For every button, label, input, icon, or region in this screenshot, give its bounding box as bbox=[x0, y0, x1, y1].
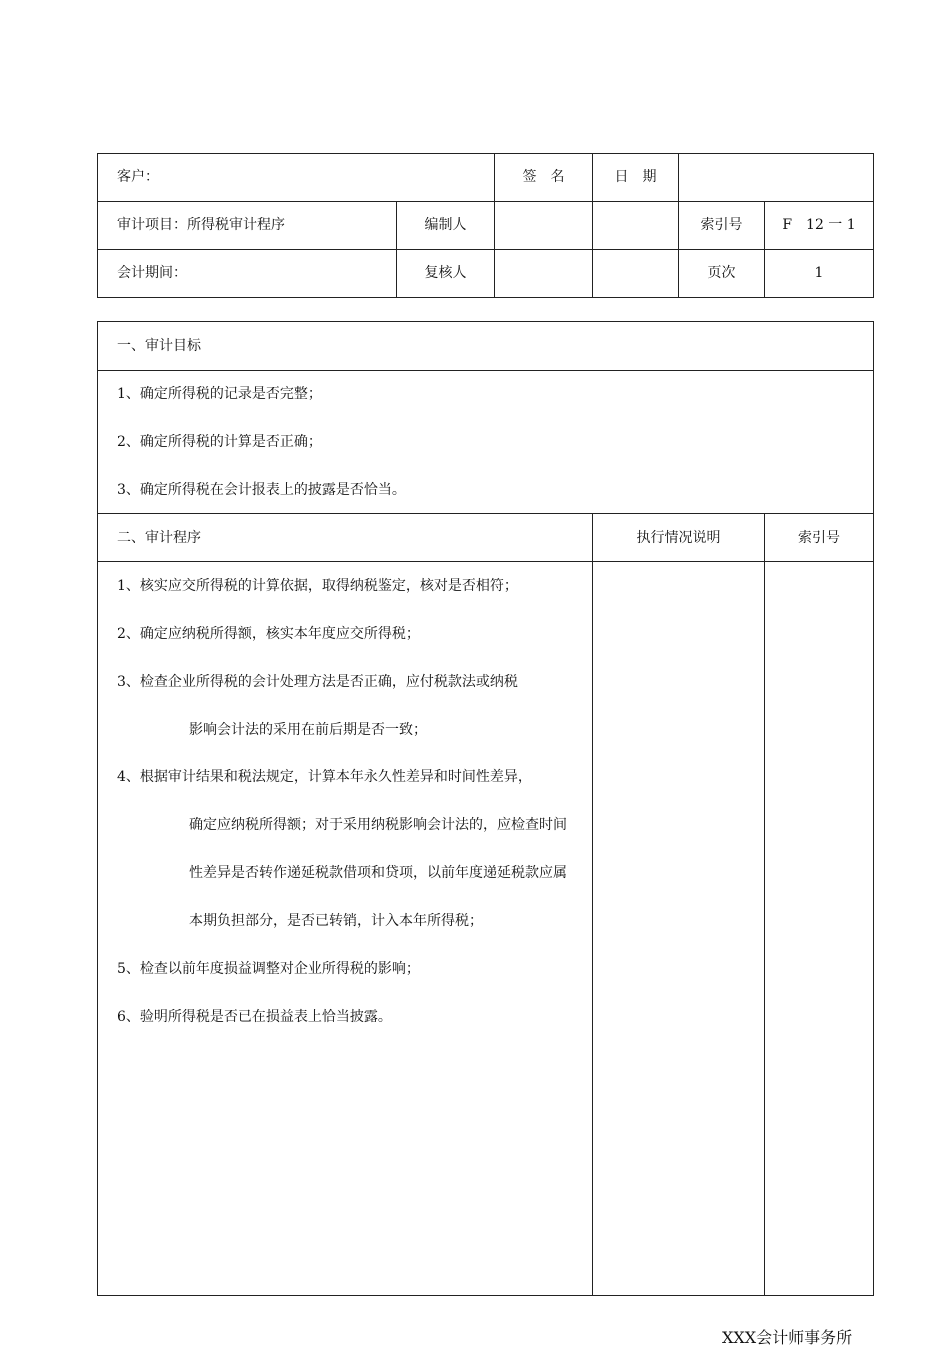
procedure-line: 2、确定应纳税所得额，核实本年度应交所得税； bbox=[117, 626, 420, 642]
procedure-line: 5、检查以前年度损益调整对企业所得税的影响； bbox=[117, 961, 420, 977]
firm-name-footer: XXX会计师事务所 bbox=[722, 1328, 853, 1347]
reviewer-label: 复核人 bbox=[424, 265, 467, 281]
audit-project-label: 审计项目：所得税审计程序 bbox=[117, 217, 285, 233]
procedure-line: 性差异是否转作递延税款借项和贷项，以前年度递延税款应属 bbox=[189, 865, 567, 881]
objectives-title: 一、审计目标 bbox=[117, 338, 201, 354]
objectives-title-divider bbox=[97, 370, 874, 371]
procedure-line: 影响会计法的采用在前后期是否一致； bbox=[189, 722, 427, 738]
preparer-label: 编制人 bbox=[424, 217, 467, 233]
procedure-line: 本期负担部分，是否已转销，计入本年所得税； bbox=[189, 913, 483, 929]
execution-notes-header: 执行情况说明 bbox=[636, 530, 721, 546]
execution-column-divider bbox=[592, 513, 593, 1296]
procedure-line: 确定应纳税所得额；对于采用纳税影响会计法的，应检查时间 bbox=[189, 817, 567, 833]
accounting-period-label: 会计期间： bbox=[117, 265, 187, 281]
index-number-label: 索引号 bbox=[700, 217, 743, 233]
audit-table bbox=[97, 321, 874, 1296]
procedure-line: 4、根据审计结果和税法规定，计算本年永久性差异和时间性差异， bbox=[117, 769, 532, 785]
sign-label: 签 名 bbox=[522, 169, 565, 185]
procedures-header-top bbox=[97, 513, 874, 514]
index-column-divider bbox=[764, 513, 765, 1296]
procedures-header-bottom bbox=[97, 561, 874, 562]
objective-item: 1、确定所得税的记录是否完整； bbox=[117, 386, 322, 402]
procedure-line: 6、验明所得税是否已在损益表上恰当披露。 bbox=[117, 1009, 392, 1025]
header-row-divider-2 bbox=[97, 249, 874, 250]
header-row-divider-1 bbox=[97, 201, 874, 202]
objective-item: 2、确定所得税的计算是否正确； bbox=[117, 434, 322, 450]
objective-item: 3、确定所得税在会计报表上的披露是否恰当。 bbox=[117, 482, 406, 498]
page-number-label: 页次 bbox=[707, 265, 736, 281]
client-label: 客户： bbox=[117, 169, 159, 185]
procedure-line: 3、检查企业所得税的会计处理方法是否正确，应付税款法或纳税 bbox=[117, 674, 518, 690]
date-label: 日 期 bbox=[614, 169, 657, 185]
procedure-line: 1、核实应交所得税的计算依据，取得纳税鉴定，核对是否相符； bbox=[117, 578, 518, 594]
page-number-value: 1 bbox=[814, 265, 824, 281]
index-number-value: F 12 一 1 bbox=[782, 217, 856, 233]
procedures-title: 二、审计程序 bbox=[117, 530, 201, 546]
procedure-index-header: 索引号 bbox=[798, 530, 840, 546]
